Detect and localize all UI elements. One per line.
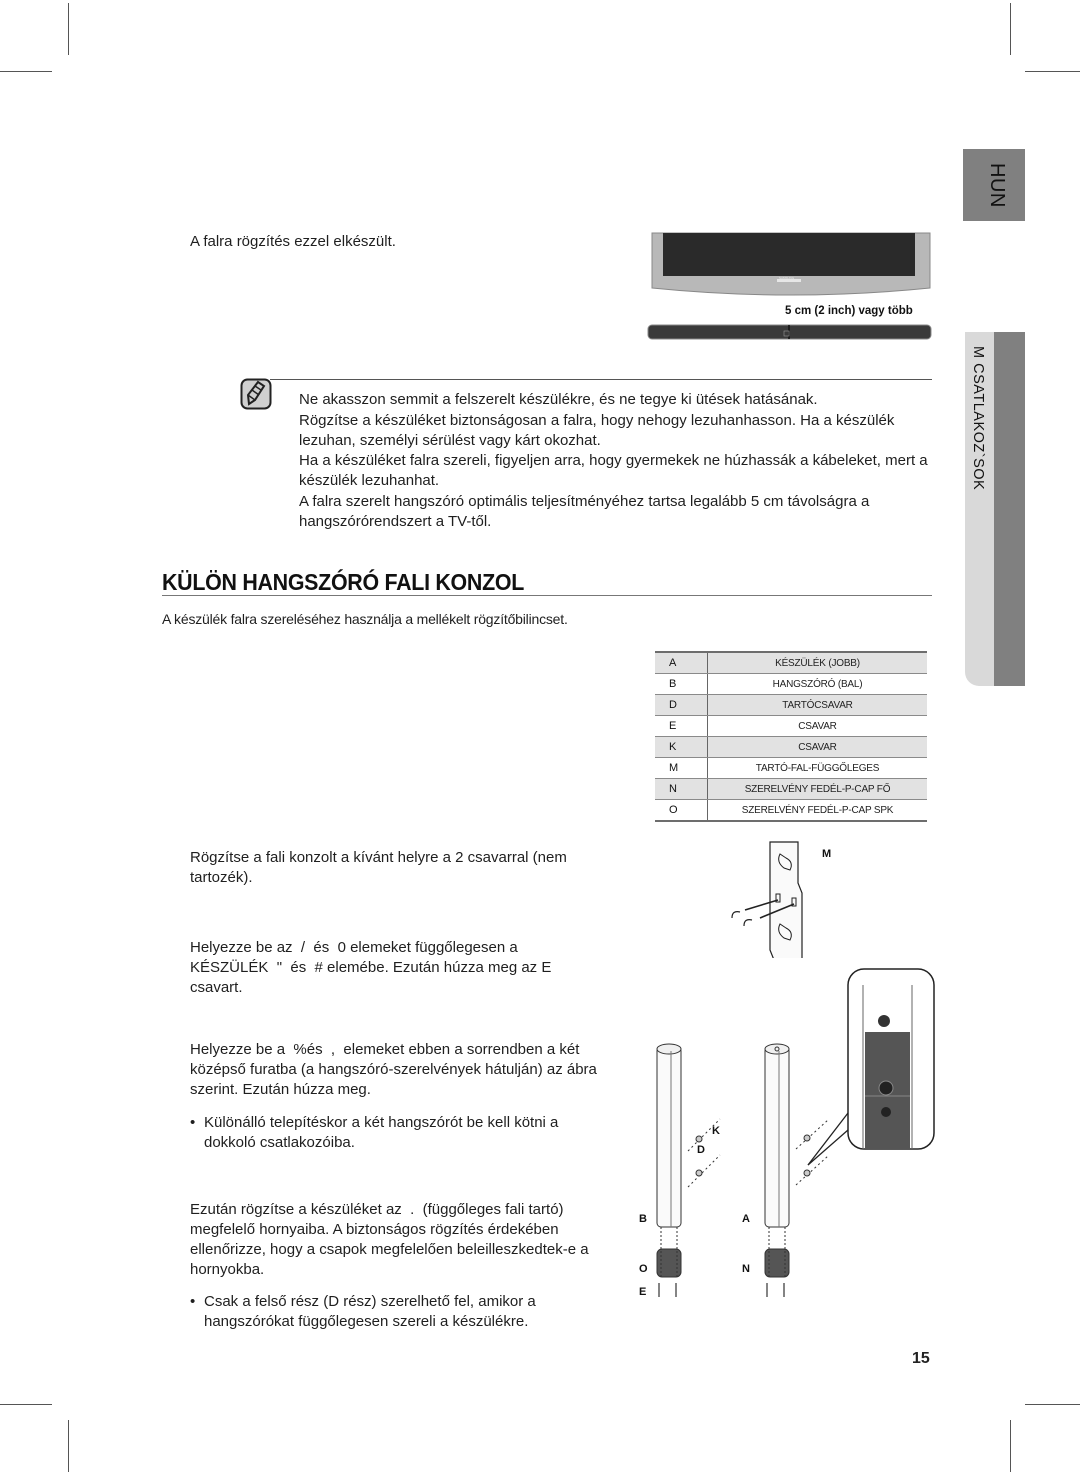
parts-table bbox=[655, 651, 927, 822]
label-screw-e: E bbox=[639, 1286, 647, 1298]
section-title: KÜLÖN HANGSZÓRÓ FALI KONZOL bbox=[162, 569, 525, 595]
note-line: Ha a készüléket falra szereli, figyeljen arra, hogy gyermekek ne húzhassák a kábeleket, mert a készülék lezuhanhat. bbox=[299, 452, 928, 489]
language-tab bbox=[963, 149, 1025, 221]
part-name: SZERELVÉNY FEDÉL-P-CAP FŐ bbox=[708, 779, 928, 800]
distance-label: 5 cm (2 inch) vagy több bbox=[785, 305, 913, 317]
part-key: M bbox=[655, 758, 708, 779]
tv-illustration bbox=[651, 232, 931, 298]
table-row bbox=[655, 716, 927, 737]
note-rule bbox=[270, 379, 932, 380]
label-speaker-b: B bbox=[639, 1213, 647, 1225]
crop-mark bbox=[0, 1404, 52, 1405]
part-name: TARTÓCSAVAR bbox=[708, 695, 928, 716]
label-unit-a: A bbox=[742, 1213, 750, 1225]
section-tab-label: M CSATLAKOZ`SOK bbox=[970, 346, 986, 491]
table-row bbox=[655, 652, 927, 674]
part-name: KÉSZÜLÉK (JOBB) bbox=[708, 652, 928, 674]
crop-mark bbox=[68, 1420, 69, 1472]
note-line: A falra szerelt hangszóró optimális teljesítményéhez tartsa legalább 5 cm távolságra a hangszórórendszert a TV-től. bbox=[299, 493, 870, 530]
crop-mark bbox=[1010, 1420, 1011, 1472]
crop-mark bbox=[1010, 3, 1011, 55]
tv-brand: SAMSUNG bbox=[779, 276, 795, 280]
table-row bbox=[655, 695, 927, 716]
intro-text: A falra rögzítés ezzel elkészült. bbox=[190, 233, 396, 250]
section-rule bbox=[162, 595, 932, 596]
language-tab-label: HUN bbox=[986, 163, 1008, 208]
step-bullet: • Különálló telepítéskor a két hangszórót be kell kötni a dokkoló csatlakozóiba. bbox=[204, 1113, 594, 1153]
part-name: TARTÓ-FAL-FÜGGŐLEGES bbox=[708, 758, 928, 779]
part-key: A bbox=[655, 652, 708, 674]
table-row bbox=[655, 800, 927, 822]
part-key: B bbox=[655, 674, 708, 695]
step-text: Helyezze be a %és , elemeket ebben a sorrendben a két középső furatba (a hangszóró-szerelvények hátulján) az ábra szerint. Ezután húzza meg. bbox=[190, 1041, 602, 1098]
label-cap-n: N bbox=[742, 1263, 750, 1275]
step-text: Helyezze be az / és 0 elemeket függőlegesen a KÉSZÜLÉK " és # elemébe. Ezután húzza meg az E csavart. bbox=[190, 939, 556, 996]
label-bracket-m: M bbox=[822, 848, 832, 860]
crop-mark bbox=[68, 3, 69, 55]
label-screw-d: D bbox=[697, 1144, 705, 1156]
part-name: HANGSZÓRÓ (BAL) bbox=[708, 674, 928, 695]
soundbar-illustration bbox=[647, 324, 932, 340]
part-key: N bbox=[655, 779, 708, 800]
page-number: 15 bbox=[912, 1350, 930, 1367]
section-tab bbox=[965, 332, 1025, 686]
part-key: E bbox=[655, 716, 708, 737]
table-row bbox=[655, 737, 927, 758]
crop-mark bbox=[0, 71, 52, 72]
note-icon bbox=[240, 378, 272, 410]
speaker-assembly-illustration bbox=[640, 965, 940, 1305]
note-line: Rögzítse a készüléket biztonságosan a falra, hogy nehogy lezuhanhasson. Ha a készülék lezuhan, személyi sérülést vagy kárt okozhat. bbox=[299, 412, 895, 449]
step-text: Ezután rögzítse a készüléket az . (függőleges fali tartó) megfelelő hornyaiba. A biztonságos rögzítés érdekében ellenőrizze, hogy a csapok megfelelően beleilleszkedtek-e a hornyokba. bbox=[190, 1201, 593, 1278]
label-cap-o: O bbox=[639, 1263, 648, 1275]
step-bullet: • Csak a felső rész (D rész) szerelhető fel, amikor a hangszórókat függőlegesen szereli a készülékre. bbox=[204, 1292, 594, 1332]
table-row bbox=[655, 758, 927, 779]
part-key: K bbox=[655, 737, 708, 758]
crop-mark bbox=[1025, 1404, 1080, 1405]
crop-mark bbox=[1025, 71, 1080, 72]
part-name: CSAVAR bbox=[708, 716, 928, 737]
part-key: D bbox=[655, 695, 708, 716]
label-screw-k: K bbox=[712, 1125, 720, 1137]
table-row bbox=[655, 779, 927, 800]
step-text: Rögzítse a fali konzolt a kívánt helyre a 2 csavarral (nem tartozék). bbox=[190, 849, 567, 886]
note-line: Ne akasszon semmit a felszerelt készülékre, és ne tegye ki ütések hatásának. bbox=[299, 391, 818, 408]
wall-bracket-illustration bbox=[710, 838, 810, 958]
part-name: SZERELVÉNY FEDÉL-P-CAP SPK bbox=[708, 800, 928, 822]
table-row bbox=[655, 674, 927, 695]
section-subtitle: A készülék falra szereléséhez használja a mellékelt rögzítőbilincset. bbox=[162, 611, 568, 627]
part-key: O bbox=[655, 800, 708, 822]
part-name: CSAVAR bbox=[708, 737, 928, 758]
